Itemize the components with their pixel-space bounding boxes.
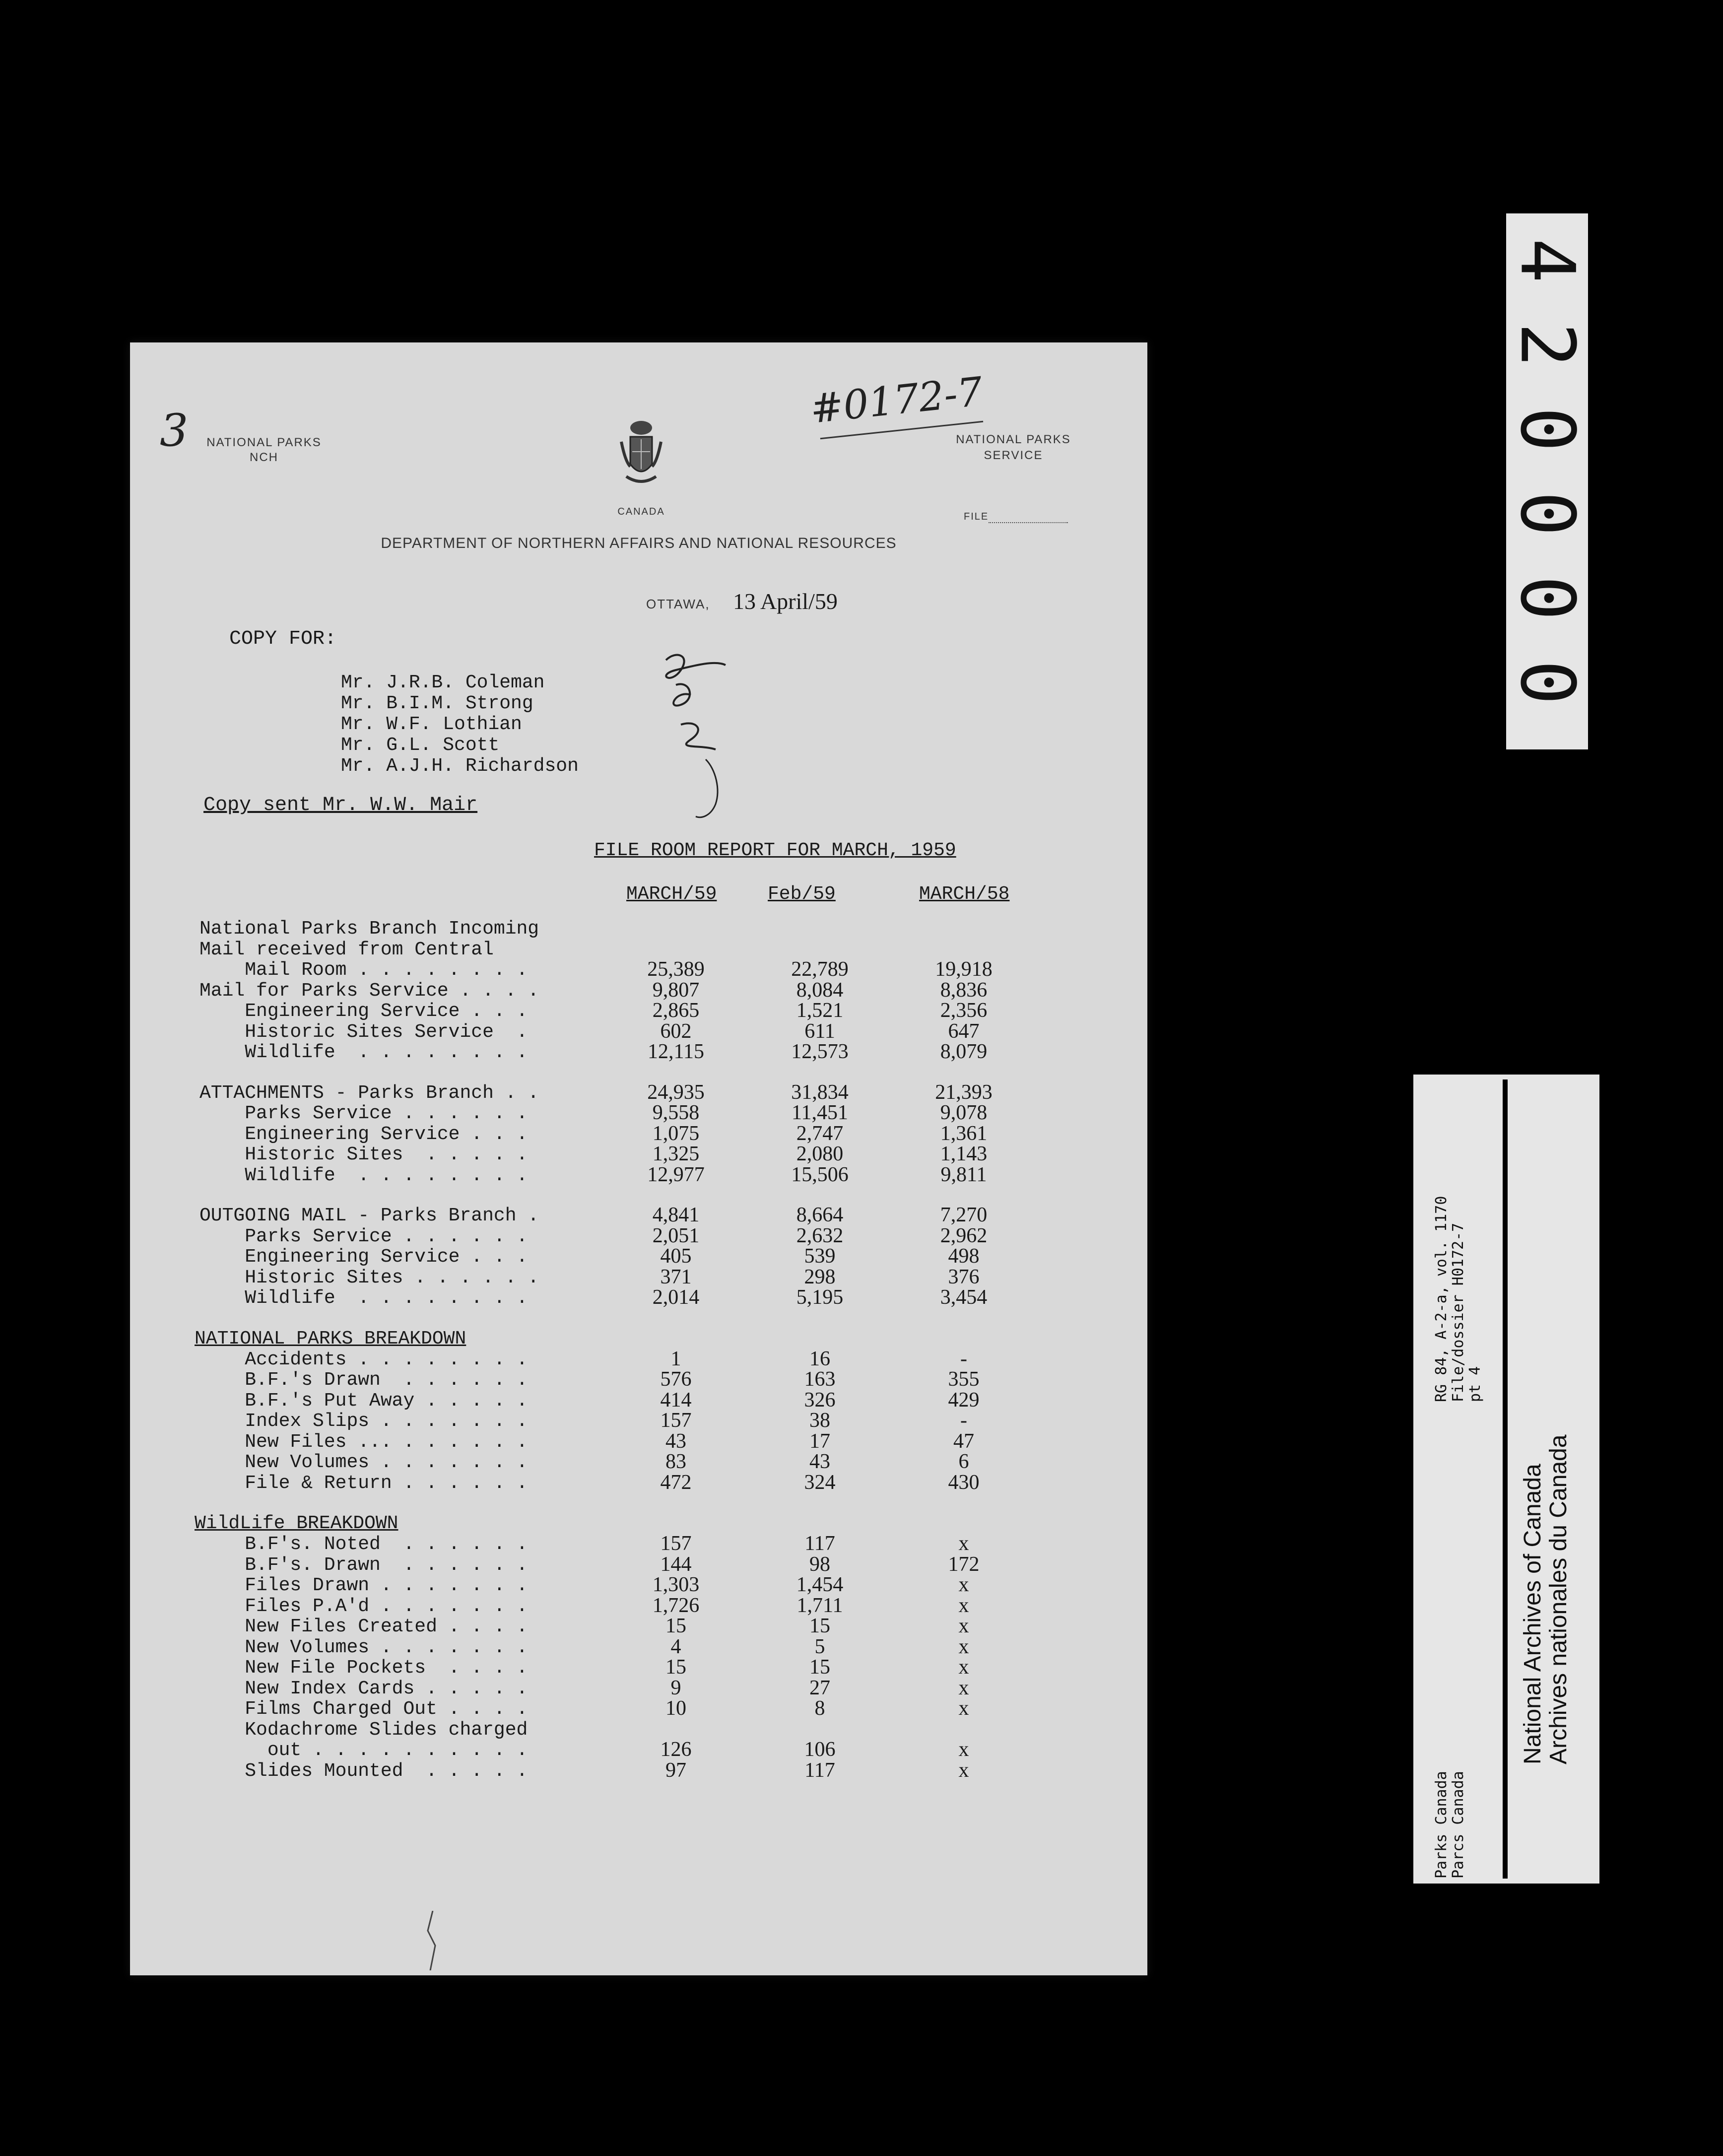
- row-value: 47: [953, 1429, 974, 1453]
- row-value: 1,454: [796, 1573, 844, 1596]
- frame-digit: 0: [1504, 660, 1590, 705]
- row-value: 126: [660, 1738, 692, 1761]
- row-value: 1,521: [796, 999, 844, 1022]
- row-label: Films Charged Out . . . .: [199, 1698, 528, 1720]
- row-value: 157: [660, 1532, 692, 1555]
- row-value: 19,918: [935, 958, 993, 981]
- row-label: Parks Service . . . . . .: [199, 1103, 528, 1124]
- row-value: 1,303: [652, 1573, 700, 1596]
- row-label: New Volumes . . . . . . .: [199, 1636, 528, 1658]
- row-label: Historic Sites Service .: [199, 1021, 528, 1043]
- row-value: 8,664: [796, 1204, 844, 1226]
- row-value: 429: [948, 1388, 980, 1412]
- city: OTTAWA,: [646, 597, 710, 611]
- row-value: 326: [804, 1388, 836, 1412]
- row-value: x: [958, 1635, 969, 1658]
- row-label: New Files Created . . . .: [199, 1616, 528, 1637]
- copy-for-heading: COPY FOR:: [229, 628, 337, 650]
- reference-line: RG 84, A-2-a, vol. 1170: [1433, 1196, 1450, 1402]
- section-title: WildLife BREAKDOWN: [195, 1513, 398, 1534]
- row-label: Kodachrome Slides charged: [199, 1719, 528, 1741]
- row-label: Historic Sites . . . . .: [199, 1144, 528, 1165]
- letterhead-left-bottom: NCH: [250, 451, 278, 464]
- row-label: National Parks Branch Incoming: [199, 918, 539, 940]
- row-label: B.F's. Noted . . . . . .: [199, 1534, 528, 1555]
- letterhead-right-bottom: SERVICE: [984, 449, 1043, 462]
- row-value: 15: [665, 1656, 686, 1679]
- row-label: B.F.'s Drawn . . . . . .: [199, 1369, 528, 1391]
- row-label: B.F.'s Put Away . . . . .: [199, 1390, 528, 1412]
- row-label: New File Pockets . . . .: [199, 1657, 528, 1679]
- row-value: 1,075: [652, 1122, 700, 1145]
- recipient: Mr. J.R.B. Coleman: [341, 672, 545, 693]
- row-value: 9,807: [652, 978, 700, 1002]
- letterhead-left-top: NATIONAL PARKS: [206, 436, 322, 449]
- row-value: 371: [660, 1265, 692, 1288]
- row-value: x: [958, 1594, 969, 1617]
- row-label: Engineering Service . . .: [199, 1123, 528, 1145]
- row-value: 22,789: [791, 958, 849, 981]
- row-value: x: [958, 1656, 969, 1679]
- row-value: 298: [804, 1265, 836, 1288]
- row-label: Parks Service . . . . . .: [199, 1225, 528, 1247]
- frame-digit: 0: [1504, 406, 1590, 452]
- row-value: 2,865: [652, 999, 700, 1022]
- row-value: 21,393: [935, 1080, 993, 1104]
- source-en: Parks Canada: [1433, 1771, 1450, 1879]
- row-label: Wildlife . . . . . . . .: [199, 1042, 528, 1063]
- archive-label: [1413, 1075, 1599, 1884]
- row-value: 355: [948, 1368, 980, 1391]
- row-value: 2,356: [940, 999, 988, 1022]
- row-value: 24,935: [647, 1080, 705, 1104]
- row-value: 15: [665, 1615, 686, 1637]
- row-label: Mail Room . . . . . . . .: [199, 959, 528, 981]
- row-value: 376: [948, 1265, 980, 1288]
- row-value: 97: [665, 1758, 686, 1782]
- archive-organization: [1520, 1435, 1572, 1764]
- file-line: [989, 522, 1068, 523]
- report-title: FILE ROOM REPORT FOR MARCH, 1959: [594, 840, 956, 861]
- row-value: x: [958, 1532, 969, 1555]
- row-value: 9: [670, 1676, 681, 1699]
- row-value: 576: [660, 1368, 692, 1391]
- row-value: 172: [948, 1552, 980, 1576]
- row-value: 9,078: [940, 1101, 988, 1124]
- label-divider: [1503, 1079, 1508, 1879]
- row-label: Files P.A'd . . . . . . .: [199, 1595, 528, 1617]
- row-value: 31,834: [791, 1080, 849, 1104]
- row-value: 414: [660, 1388, 692, 1412]
- row-value: 8,079: [940, 1040, 988, 1063]
- row-value: 15: [809, 1615, 830, 1637]
- handwritten-file-number: #0172-7: [808, 368, 985, 432]
- source-fr: Parcs Canada: [1450, 1771, 1467, 1879]
- row-label: Wildlife . . . . . . . .: [199, 1287, 528, 1309]
- section-title: NATIONAL PARKS BREAKDOWN: [195, 1328, 466, 1349]
- row-label: Files Drawn . . . . . . .: [199, 1575, 528, 1596]
- document-page: [130, 342, 1147, 1975]
- row-value: 2,747: [796, 1122, 844, 1145]
- row-label: Engineering Service . . .: [199, 1246, 528, 1268]
- row-label: New Files ... . . . . . .: [199, 1431, 528, 1453]
- row-value: 43: [665, 1429, 686, 1453]
- row-value: 2,632: [796, 1224, 844, 1247]
- row-value: x: [958, 1615, 969, 1637]
- row-label: Wildlife . . . . . . . .: [199, 1164, 528, 1186]
- recipient: Mr. A.J.H. Richardson: [341, 755, 579, 777]
- row-label: Index Slips . . . . . . .: [199, 1411, 528, 1432]
- row-value: 611: [804, 1019, 835, 1043]
- row-value: 2,051: [652, 1224, 700, 1247]
- row-value: 2,962: [940, 1224, 988, 1247]
- row-value: 83: [665, 1450, 686, 1473]
- crest-caption: CANADA: [617, 506, 665, 517]
- row-value: 27: [809, 1676, 830, 1699]
- letter-date: 13 April/59: [733, 589, 838, 614]
- row-value: 38: [809, 1409, 830, 1432]
- row-label: out . . . . . . . . . .: [199, 1740, 528, 1761]
- row-value: 647: [948, 1019, 980, 1043]
- letterhead-right-top: NATIONAL PARKS: [956, 433, 1071, 446]
- corner-mark: 3: [160, 404, 189, 457]
- row-value: 9,811: [940, 1163, 987, 1186]
- reference-line: File/dossier H0172-7: [1450, 1222, 1467, 1402]
- row-value: 8: [814, 1697, 825, 1720]
- row-value: 11,451: [792, 1101, 848, 1124]
- frame-digit: 2: [1504, 322, 1590, 368]
- frame-digit: 0: [1504, 491, 1590, 537]
- row-value: 1,711: [796, 1594, 843, 1617]
- row-label: Mail received from Central: [199, 939, 494, 960]
- handwritten-initials-icon: [527, 645, 805, 824]
- row-value: 15: [809, 1656, 830, 1679]
- recipient: Mr. G.L. Scott: [341, 735, 500, 756]
- row-value: 2,014: [652, 1286, 700, 1309]
- row-value: -: [960, 1347, 967, 1370]
- row-value: 498: [948, 1245, 980, 1268]
- row-value: 43: [809, 1450, 830, 1473]
- file-label: FILE: [964, 511, 989, 522]
- row-value: 7,270: [940, 1204, 988, 1226]
- row-label: Slides Mounted . . . . .: [199, 1760, 528, 1782]
- row-value: 4: [670, 1635, 681, 1658]
- column-header: MARCH/58: [919, 883, 1010, 905]
- row-label: OUTGOING MAIL - Parks Branch .: [199, 1205, 539, 1226]
- archive-source: [1433, 1771, 1467, 1879]
- row-value: 12,115: [648, 1040, 704, 1063]
- row-value: 8,084: [796, 978, 844, 1002]
- row-value: 4,841: [652, 1204, 700, 1226]
- frame-digit: 4: [1504, 238, 1590, 283]
- row-value: x: [958, 1697, 969, 1720]
- row-value: 9,558: [652, 1101, 700, 1124]
- row-value: 12,573: [791, 1040, 849, 1063]
- row-value: 3,454: [940, 1286, 988, 1309]
- row-value: 8,836: [940, 978, 988, 1002]
- row-value: 10: [665, 1697, 686, 1720]
- row-value: x: [958, 1676, 969, 1699]
- row-value: 25,389: [647, 958, 705, 981]
- row-value: 1,325: [652, 1143, 700, 1165]
- row-label: B.F's. Drawn . . . . . .: [199, 1554, 528, 1576]
- row-label: New Index Cards . . . . .: [199, 1678, 528, 1699]
- row-value: x: [958, 1573, 969, 1596]
- row-value: 98: [809, 1552, 830, 1576]
- row-value: x: [958, 1738, 969, 1761]
- frame-digit: 0: [1504, 575, 1590, 621]
- row-label: File & Return . . . . . .: [199, 1472, 528, 1494]
- row-value: x: [958, 1758, 969, 1782]
- paper-tear-icon: [418, 1911, 448, 1970]
- recipient: Mr. B.I.M. Strong: [341, 693, 533, 714]
- row-value: -: [960, 1409, 967, 1432]
- row-label: ATTACHMENTS - Parks Branch . .: [199, 1082, 539, 1104]
- row-value: 16: [809, 1347, 830, 1370]
- org-en: National Archives of Canada: [1520, 1464, 1546, 1764]
- row-value: 163: [804, 1368, 836, 1391]
- row-label: Engineering Service . . .: [199, 1001, 528, 1022]
- copy-sent-note: Copy sent Mr. W.W. Mair: [203, 794, 478, 816]
- row-value: 602: [660, 1019, 692, 1043]
- frame-number-tag: [1506, 213, 1588, 749]
- row-value: 1: [670, 1347, 681, 1370]
- archive-reference: [1433, 1196, 1484, 1402]
- row-value: 144: [660, 1552, 692, 1576]
- row-value: 472: [660, 1471, 692, 1494]
- column-header: Feb/59: [768, 883, 836, 905]
- row-value: 117: [804, 1532, 835, 1555]
- row-value: 117: [804, 1758, 835, 1782]
- row-value: 12,977: [647, 1163, 705, 1186]
- column-header: MARCH/59: [626, 883, 717, 905]
- reference-line: pt 4: [1466, 1366, 1484, 1402]
- row-value: 5,195: [796, 1286, 844, 1309]
- row-value: 1,361: [940, 1122, 988, 1145]
- org-fr: Archives nationales du Canada: [1545, 1434, 1572, 1764]
- row-value: 17: [809, 1429, 830, 1453]
- recipient: Mr. W.F. Lothian: [341, 714, 522, 735]
- row-value: 1,143: [940, 1143, 988, 1165]
- row-value: 1,726: [652, 1594, 700, 1617]
- coat-of-arms-icon: [616, 417, 666, 496]
- row-value: 15,506: [791, 1163, 849, 1186]
- row-value: 2,080: [796, 1143, 844, 1165]
- row-value: 324: [804, 1471, 836, 1494]
- row-label: Historic Sites . . . . . .: [199, 1267, 539, 1288]
- row-value: 405: [660, 1245, 692, 1268]
- row-label: New Volumes . . . . . . .: [199, 1452, 528, 1473]
- row-value: 5: [814, 1635, 825, 1658]
- row-label: Mail for Parks Service . . . .: [199, 980, 539, 1002]
- department-name: DEPARTMENT OF NORTHERN AFFAIRS AND NATIONAL RESOURCES: [381, 535, 897, 551]
- row-value: 430: [948, 1471, 980, 1494]
- row-value: 157: [660, 1409, 692, 1432]
- row-label: Accidents . . . . . . . .: [199, 1348, 528, 1370]
- row-value: 106: [804, 1738, 836, 1761]
- row-value: 6: [958, 1450, 969, 1473]
- row-value: 539: [804, 1245, 836, 1268]
